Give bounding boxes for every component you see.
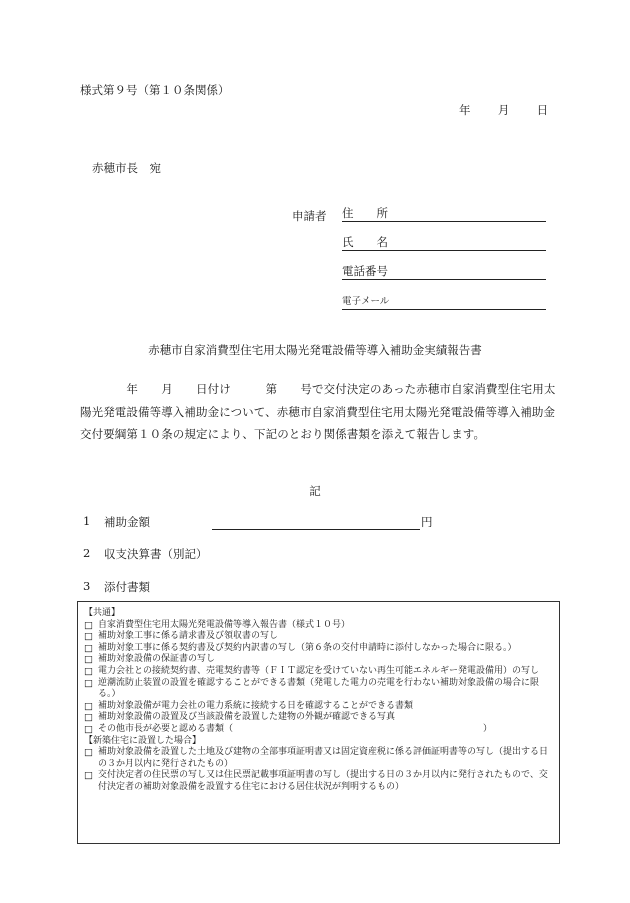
attachment-row (84, 631, 553, 643)
item3-label: 添付書類 (104, 580, 150, 594)
attachment-row-other (84, 724, 553, 736)
checkbox[interactable]: □ (84, 665, 93, 677)
attachment-text: 補助対象設備の設置及び当該設備を設置した建物の外観が確認できる写真 (98, 712, 396, 723)
email-label: 電子メール (342, 296, 390, 307)
attachment-text: 補助対象工事に係る請求書及び領収書の写し (98, 631, 279, 642)
attachment-text: 自家消費型住宅用太陽光発電設備等導入報告書（様式１０号） (98, 619, 351, 630)
item2-label: 収支決算書（別記） (104, 547, 208, 561)
form-number: 様式第９号（第１０条関係） (80, 83, 230, 97)
checkbox[interactable]: □ (84, 619, 93, 631)
checkbox[interactable]: □ (84, 747, 93, 759)
attachment-row (84, 701, 553, 713)
ki-heading: 記 (309, 484, 321, 498)
name-field[interactable] (342, 235, 546, 251)
submission-date (459, 102, 548, 118)
checkbox[interactable]: □ (84, 770, 93, 782)
attachment-row (84, 643, 553, 655)
attachment-row (84, 747, 553, 770)
attachment-row (84, 770, 553, 793)
attachment-row (84, 678, 553, 701)
attachment-row (84, 666, 553, 678)
attachment-text: 交付決定者の住民票の写し又は住民票記載事項証明書の写し（提出する日の３か月以内に発行されたもので、交付決定者の補助対象設備を設置する住宅における居住状況が判明するもの） (98, 770, 548, 792)
name-label: 氏 名 (342, 235, 388, 249)
phone-field[interactable] (342, 264, 546, 280)
item1-number: 1 (83, 514, 91, 528)
address-label: 住 所 (342, 206, 388, 220)
date-year: 年 (459, 103, 471, 117)
attachment-text: 電力会社との接続契約書、売電契約書等（ＦＩＴ認定を受けていない再生可能エネルギー発電設備用）の写し (98, 665, 540, 676)
attachment-text: 補助対象工事に係る契約書及び契約内訳書の写し（第６条の交付申請時に添付しなかった場合に限る。） (98, 642, 517, 653)
item2-number: 2 (83, 546, 91, 560)
checkbox[interactable]: □ (84, 700, 93, 712)
common-heading: 【共通】 (84, 608, 121, 618)
email-field[interactable] (342, 294, 546, 310)
phone-label: 電話番号 (342, 264, 388, 278)
checkbox[interactable]: □ (84, 712, 93, 724)
checkbox[interactable]: □ (84, 631, 93, 643)
report-body-text: 年 月 日付け 第 号で交付決定のあった赤穂市自家消費型住宅用太陽光発電設備等導入補助金について、赤穂市自家消費型住宅用太陽光発電設備等導入補助金交付要綱第１０条の規定により、下記のとおり関係書類を添えて報告します。 (80, 382, 556, 441)
checkbox[interactable]: □ (84, 642, 93, 654)
date-day: 日 (536, 103, 549, 117)
item3-number: 3 (83, 579, 91, 593)
address-field[interactable] (342, 206, 546, 222)
new-build-heading: 【新築住宅に設置した場合】 (84, 735, 202, 746)
date-month: 月 (497, 103, 510, 117)
document-title: 赤穂市自家消費型住宅用太陽光発電設備等導入補助金実績報告書 (148, 343, 482, 357)
applicant-label: 申請者 (292, 209, 327, 223)
other-documents-label: その他市長が必要と認める書類（ (98, 723, 234, 734)
other-close-paren: ） (483, 723, 493, 734)
attachment-row (84, 712, 553, 724)
checkbox[interactable]: □ (84, 654, 93, 666)
attachment-text: 補助対象設備を設置した土地及び建物の全部事項証明書又は固定資産税に係る評価証明書等の写し（提出する日の３か月以内に発行されたもの） (98, 747, 549, 769)
item1-label: 補助金額 (104, 515, 150, 529)
attachment-row (84, 654, 553, 666)
checkbox[interactable]: □ (84, 723, 93, 735)
addressee: 赤穂市長 宛 (92, 161, 161, 175)
attachment-text: 補助対象設備が電力会社の電力系統に接続する日を確認することができる書類 (98, 700, 414, 711)
checkbox[interactable]: □ (84, 677, 93, 689)
subsidy-amount-field[interactable] (212, 514, 420, 530)
attachment-text: 補助対象設備の保証書の写し (98, 654, 216, 665)
attachments-box (77, 601, 560, 844)
attachment-text: 逆潮流防止装置の設置を確認することができる書類（発電した電力の売電を行わない補助対象設備の場合に限る。） (98, 677, 540, 700)
attachment-row (84, 620, 553, 632)
yen-unit: 円 (421, 515, 433, 529)
